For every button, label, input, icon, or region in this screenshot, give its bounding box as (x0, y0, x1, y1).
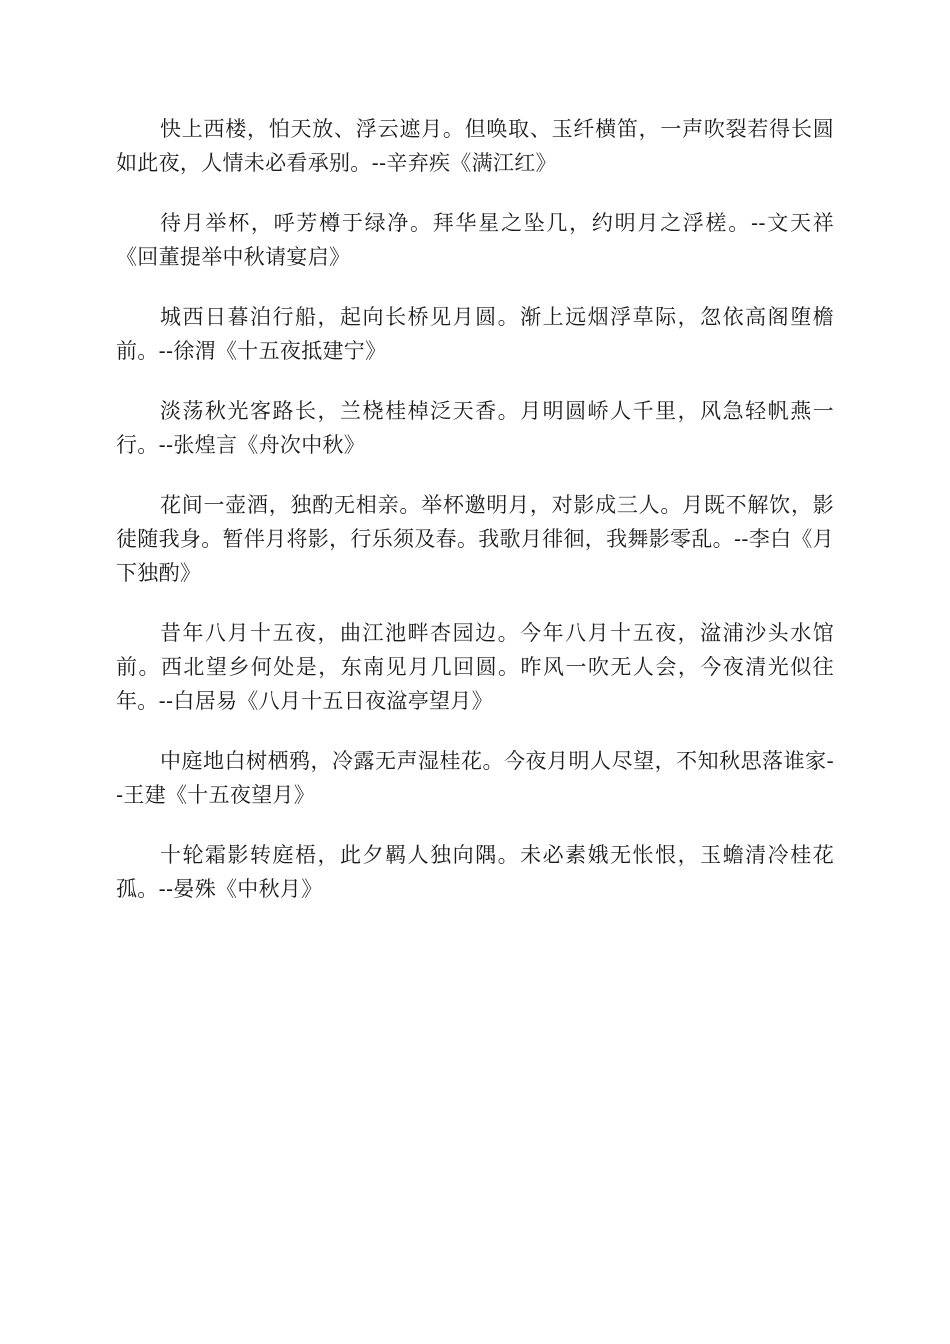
poem-paragraph-6: 昔年八月十五夜，曲江池畔杏园边。今年八月十五夜，湓浦沙头水馆前。西北望乡何处是，东南见月几回圆。昨风一吹无人会，今夜清光似往年。--白居易《八月十五日夜湓亭望月》 (116, 621, 834, 713)
document-body (116, 112, 834, 932)
poem-paragraph-3: 城西日暮泊行船，起向长桥见月圆。渐上远烟浮草际，忽依高阁堕檐前。--徐渭《十五夜抵建宁》 (116, 305, 834, 363)
poem-paragraph-7: 中庭地白树栖鸦，冷露无声湿桂花。今夜月明人尽望，不知秋思落谁家--王建《十五夜望月》 (116, 749, 834, 807)
poem-paragraph-1: 快上西楼，怕天放、浮云遮月。但唤取、玉纤横笛，一声吹裂若得长圆如此夜，人情未必看承别。--辛弃疾《满江红》 (116, 117, 834, 175)
poem-paragraph-2: 待月举杯，呼芳樽于绿净。拜华星之坠几，约明月之浮槎。--文天祥《回董提举中秋请宴启》 (116, 211, 834, 269)
poem-paragraph-4: 淡荡秋光客路长，兰桡桂棹泛天香。月明圆峤人千里，风急轻帆燕一行。--张煌言《舟次中秋》 (116, 399, 834, 457)
poem-paragraph-5: 花间一壶酒，独酌无相亲。举杯邀明月，对影成三人。月既不解饮，影徒随我身。暂伴月将影，行乐须及春。我歌月徘徊，我舞影零乱。--李白《月下独酌》 (116, 493, 834, 585)
poem-paragraph-8: 十轮霜影转庭梧，此夕羁人独向隅。未必素娥无怅恨，玉蟾清冷桂花孤。--晏殊《中秋月》 (116, 843, 834, 901)
